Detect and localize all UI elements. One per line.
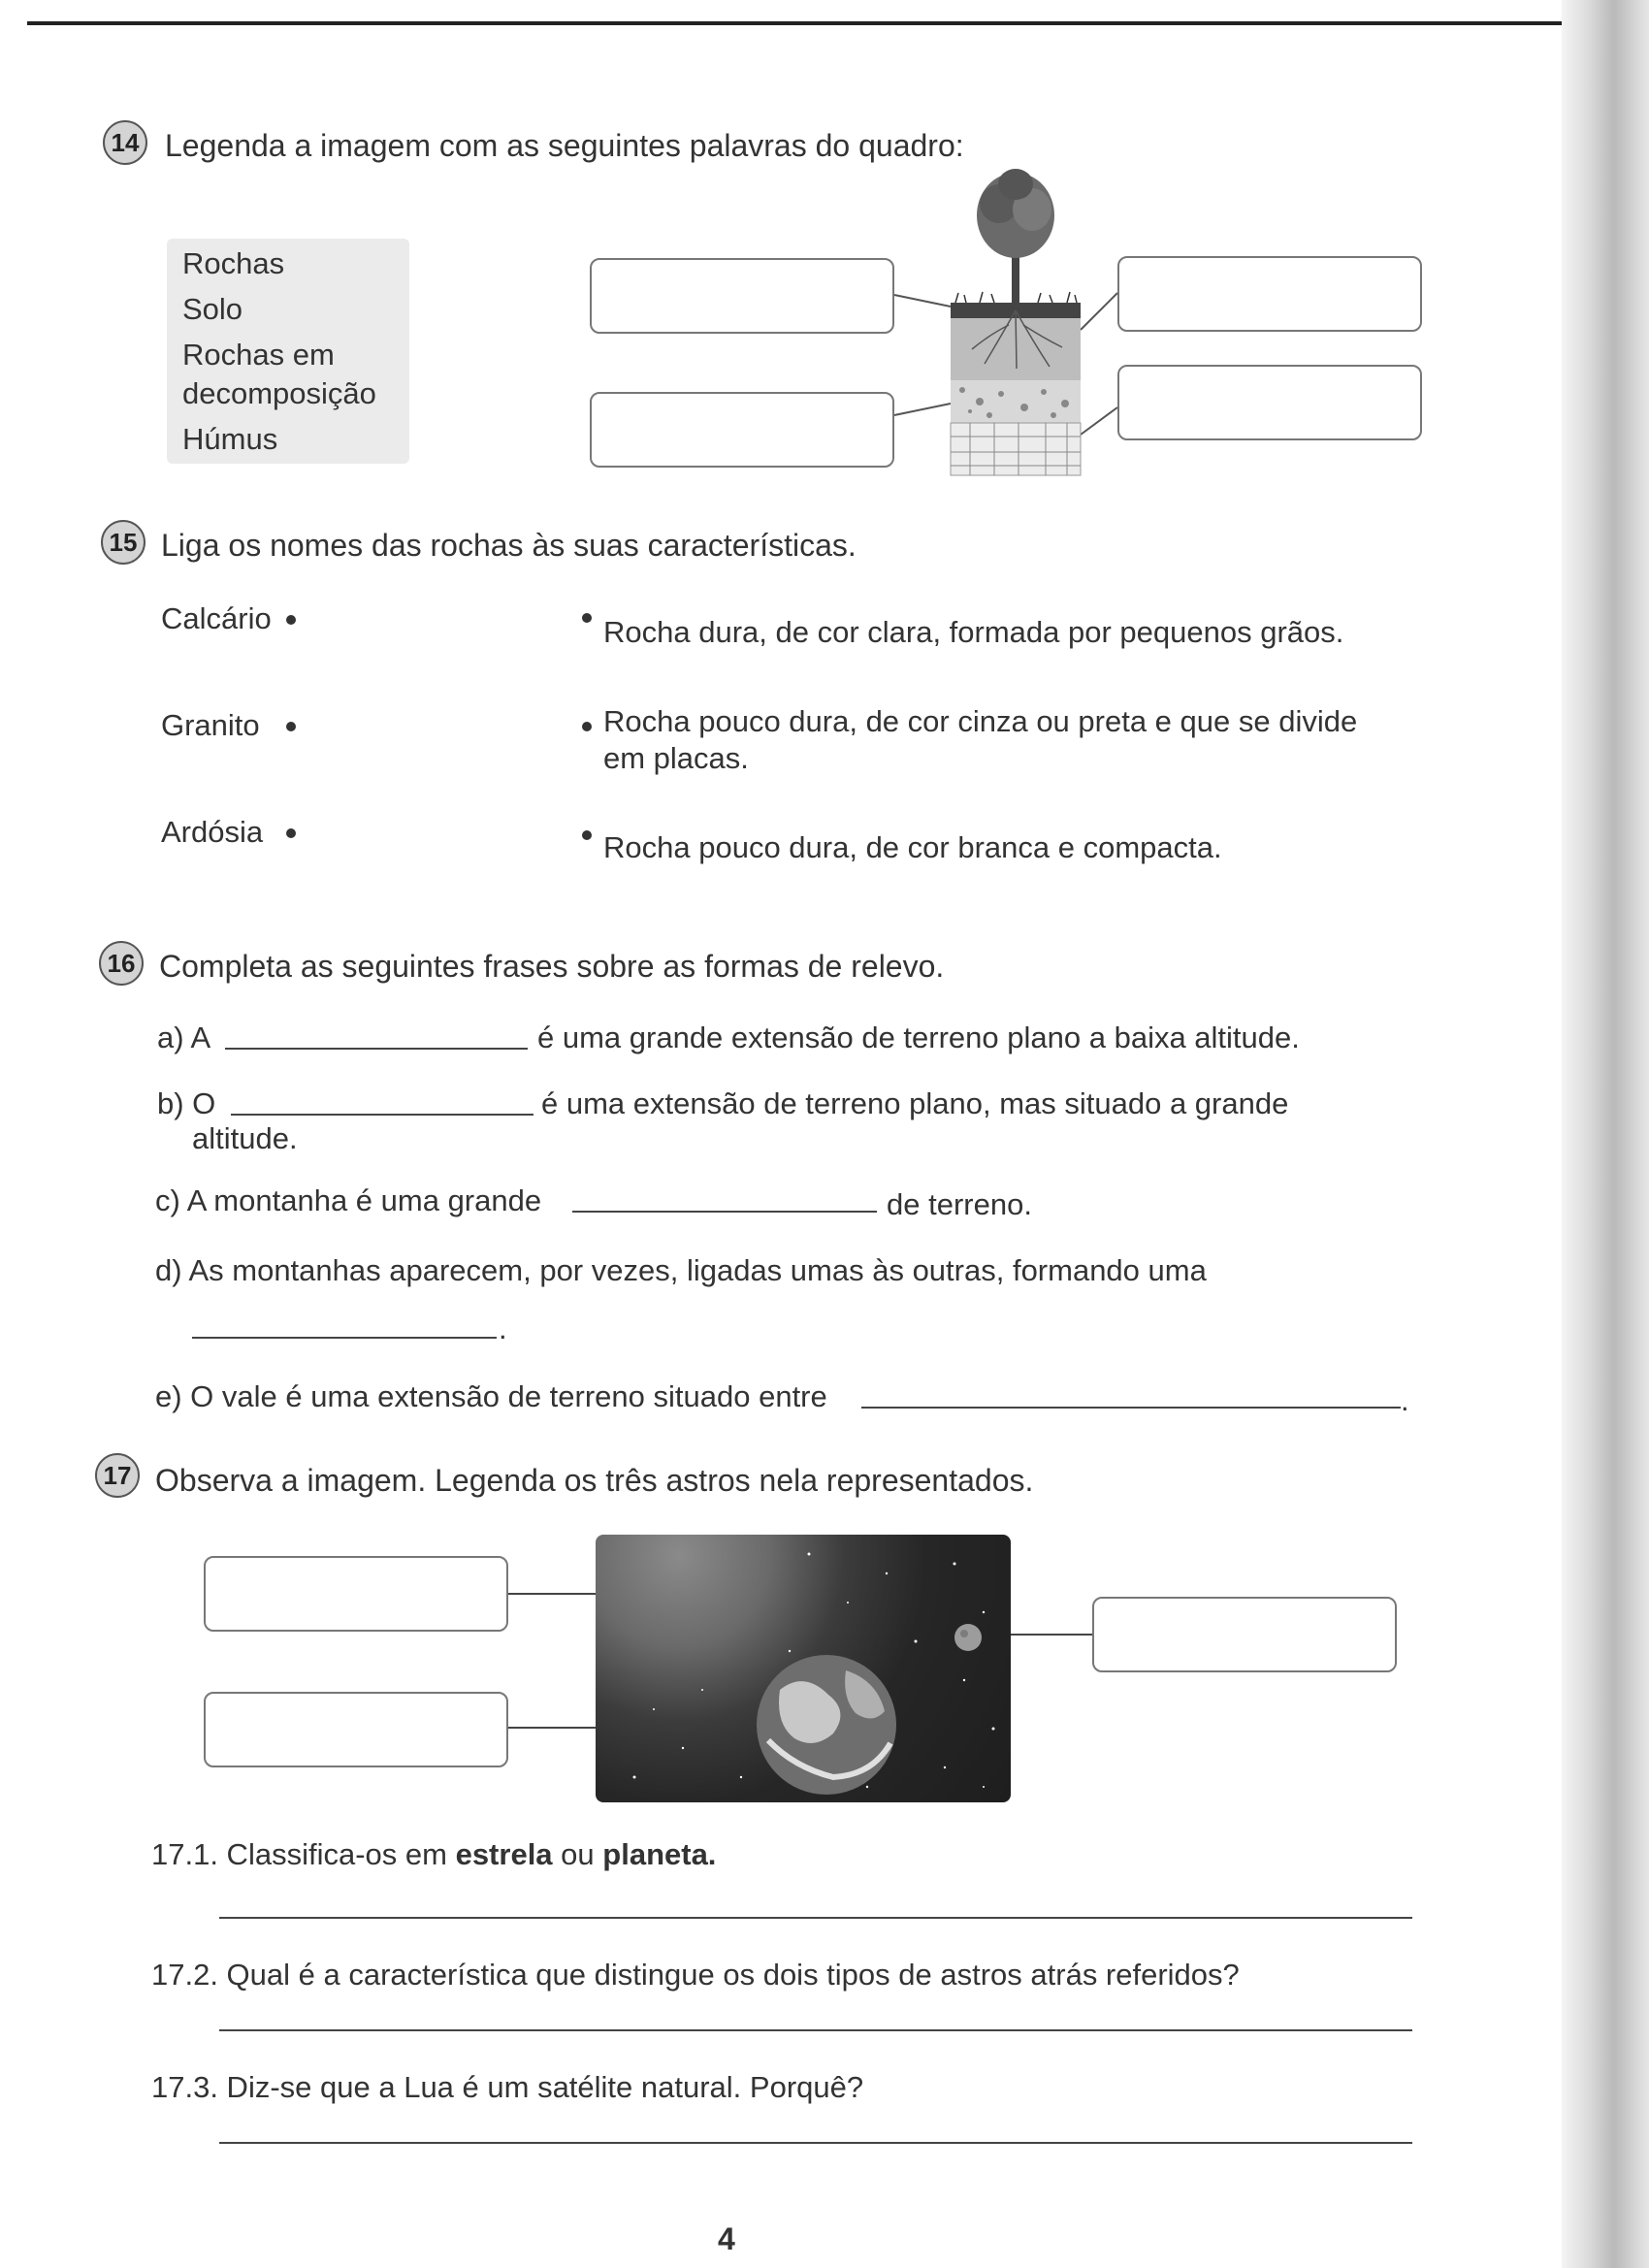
question-14-number: 14 (103, 120, 147, 165)
answer-line-17-3[interactable] (219, 2142, 1412, 2144)
sentence-d-end: . (499, 1312, 507, 1345)
question-16-number: 16 (99, 941, 144, 986)
question-14-instruction: Legenda a imagem com as seguintes palavras do quadro: (165, 128, 964, 163)
sentence-b-end: é uma extensão de terreno plano, mas situado a grande (541, 1086, 1289, 1120)
question-17-instruction: Observa a imagem. Legenda os três astros nela representados. (155, 1463, 1034, 1498)
astros-illustration (596, 1535, 1011, 1802)
answer-line-17-2[interactable] (219, 2029, 1412, 2031)
question-15-instruction: Liga os nomes das rochas às suas características. (161, 528, 857, 563)
question-17-1-planeta: planeta. (602, 1837, 717, 1871)
question-17-number: 17 (95, 1453, 140, 1498)
sentence-a-end: é uma grande extensão de terreno plano a baixa altitude. (537, 1021, 1300, 1054)
sentence-a-start: a) A (157, 1021, 211, 1054)
sentence-d-blank[interactable] (192, 1337, 497, 1339)
word-rochas: Rochas (182, 246, 285, 280)
label-box-moon[interactable] (1092, 1597, 1397, 1672)
rock-calcario: Calcário (161, 601, 272, 635)
word-humus: Húmus (182, 422, 278, 456)
sentence-c-start: c) A montanha é uma grande (155, 1183, 542, 1217)
space-image (596, 1535, 1011, 1802)
rock-ardosia: Ardósia (161, 815, 264, 849)
rock-granito: Granito (161, 708, 260, 742)
question-17-1-ou: ou (561, 1837, 595, 1871)
label-box-soil-right-top[interactable] (1117, 256, 1422, 332)
characteristic-3: Rocha pouco dura, de cor branca e compacta. (603, 830, 1222, 864)
page-top-edge (27, 21, 1628, 25)
leader-line-sun (508, 1593, 596, 1595)
rock-ardosia-dot[interactable] (286, 828, 296, 838)
label-box-sun[interactable] (204, 1556, 508, 1632)
question-17-3: 17.3. Diz-se que a Lua é um satélite natural. Porquê? (151, 2070, 864, 2104)
question-17-1-start: 17.1. Classifica-os em (151, 1837, 447, 1871)
question-15-number: 15 (101, 520, 146, 565)
characteristic-2-dot[interactable] (582, 722, 592, 731)
question-16-instruction: Completa as seguintes frases sobre as formas de relevo. (159, 949, 945, 984)
label-box-earth[interactable] (204, 1692, 508, 1767)
page-number: 4 (718, 2221, 735, 2256)
sentence-e-blank[interactable] (861, 1407, 1401, 1409)
soil-profile-illustration (873, 165, 1135, 485)
question-17-1 (151, 1837, 716, 1872)
answer-line-17-1[interactable] (219, 1917, 1412, 1919)
sentence-a-blank[interactable] (225, 1048, 528, 1050)
characteristic-2-continuation: em placas. (603, 741, 749, 775)
rock-granito-dot[interactable] (286, 722, 296, 731)
sentence-c-blank[interactable] (572, 1211, 877, 1213)
sentence-c-end: de terreno. (887, 1187, 1032, 1221)
question-17-1-estrela: estrela (455, 1837, 553, 1871)
word-rochas-em: Rochas em (182, 338, 335, 372)
word-solo: Solo (182, 292, 243, 326)
sentence-b-blank[interactable] (231, 1114, 534, 1116)
sentence-b-continuation: altitude. (192, 1121, 298, 1155)
characteristic-1-dot[interactable] (582, 613, 592, 623)
rock-calcario-dot[interactable] (286, 615, 296, 625)
characteristic-3-dot[interactable] (582, 830, 592, 840)
page-binding-shadow (1562, 0, 1649, 2268)
word-decomposicao: decomposição (182, 376, 376, 410)
label-box-soil-left-top[interactable] (590, 258, 894, 334)
sentence-e-end: . (1401, 1383, 1409, 1417)
characteristic-1: Rocha dura, de cor clara, formada por pequenos grãos. (603, 615, 1344, 649)
sentence-d: d) As montanhas aparecem, por vezes, ligadas umas às outras, formando uma (155, 1253, 1207, 1287)
sentence-e: e) O vale é uma extensão de terreno situado entre (155, 1379, 827, 1413)
question-17-2: 17.2. Qual é a característica que distingue os dois tipos de astros atrás referidos? (151, 1958, 1240, 1992)
label-box-soil-left-bottom[interactable] (590, 392, 894, 468)
sentence-b-start: b) O (157, 1086, 216, 1120)
label-box-soil-right-bottom[interactable] (1117, 365, 1422, 440)
characteristic-2: Rocha pouco dura, de cor cinza ou preta e que se divide (603, 704, 1358, 738)
